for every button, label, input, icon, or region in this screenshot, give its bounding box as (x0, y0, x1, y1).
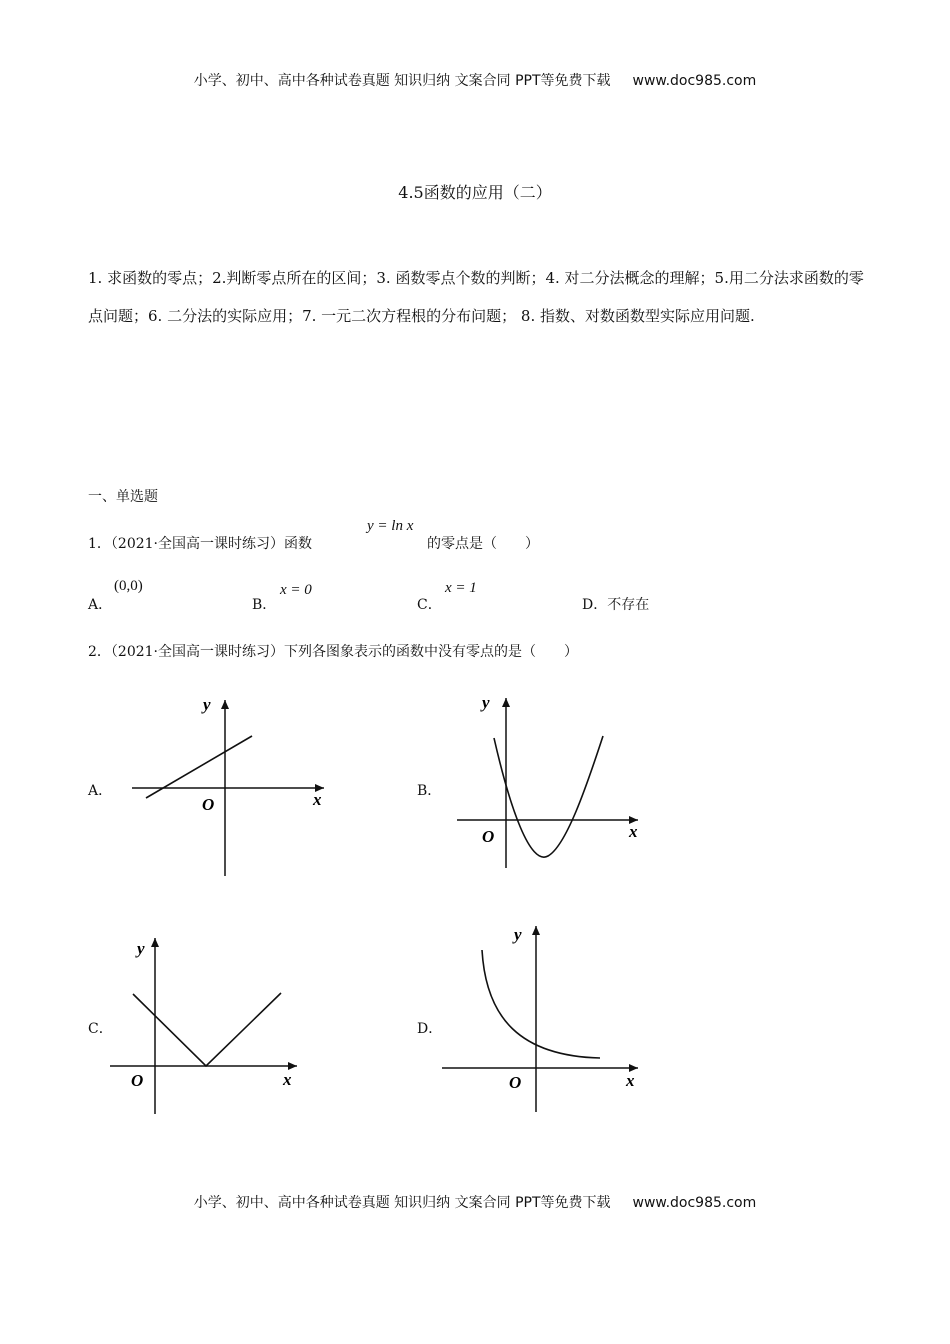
q2-graph-b (450, 688, 650, 868)
graph-b-x-label: x (629, 822, 638, 841)
graph-a-x-label: x (313, 790, 322, 809)
learning-objectives: 1. 求函数的零点；2.判断零点所在的区间；3. 函数零点个数的判断；4. 对二分法概念的理解；5.用二分法求函数的零点问题；6. 二分法的实际应用；7. 一元二次方程根的分布问题； 8. 指数、对数函数型实际应用问题. (88, 269, 864, 325)
q1-option-d-label: D． (582, 597, 608, 613)
graph-c-origin-label: O (131, 1071, 144, 1090)
footer-text: 小学、初中、高中各种试卷真题 知识归纳 文案合同 PPT等免费下载 (193, 1195, 611, 1211)
graph-a-y-label: y (203, 695, 211, 714)
q1-option-a-value: (0,0) (114, 578, 143, 594)
q1-option-a-label[interactable]: A． (88, 597, 113, 613)
graph-c-y-label: y (137, 939, 145, 958)
question-2-text: 2．（2021·全国高一课时练习）下列各图象表示的函数中没有零点的是（ ） (88, 644, 578, 660)
q1-option-c-label[interactable]: C． (417, 597, 442, 613)
q1-option-c-value: x = 1 (445, 580, 477, 596)
q2-option-b-label[interactable]: B． (417, 783, 442, 799)
graph-b-origin-label: O (482, 827, 495, 846)
graph-d-curve (482, 950, 600, 1058)
header-text: 小学、初中、高中各种试卷真题 知识归纳 文案合同 PPT等免费下载 (193, 73, 611, 89)
page-title: 4.5函数的应用（二） (398, 183, 552, 202)
question-1-suffix: 的零点是（ ） (427, 536, 539, 552)
q1-option-d-value: 不存在 (607, 597, 650, 613)
graph-d-y-label: y (514, 925, 522, 944)
q2-option-c-label[interactable]: C． (88, 1021, 113, 1037)
graph-a-origin-label: O (202, 795, 215, 814)
graph-d-x-label: x (626, 1071, 635, 1090)
page-header (0, 70, 950, 90)
footer-url[interactable]: www.doc985.com (632, 1195, 757, 1211)
graph-b-parabola (494, 736, 603, 857)
q2-option-a-label[interactable]: A． (88, 783, 113, 799)
q2-graph-c (105, 930, 305, 1120)
q1-option-b-value: x = 0 (280, 582, 312, 598)
question-1-prefix: 1．（2021·全国高一课时练习）函数 (88, 536, 312, 552)
q2-graph-a (120, 690, 340, 880)
header-url[interactable]: www.doc985.com (632, 73, 757, 89)
q2-graph-d (440, 918, 650, 1118)
q1-option-b-label[interactable]: B． (252, 597, 277, 613)
q2-option-d-label[interactable]: D． (417, 1021, 443, 1037)
graph-b-y-label: y (482, 693, 490, 712)
graph-d-origin-label: O (509, 1073, 522, 1092)
graph-c-x-label: x (283, 1070, 292, 1089)
page-footer (0, 1192, 950, 1212)
q1-option-d[interactable] (582, 594, 649, 614)
section-heading: 一、单选题 (88, 489, 158, 505)
question-1-formula: y = ln x (367, 518, 414, 534)
